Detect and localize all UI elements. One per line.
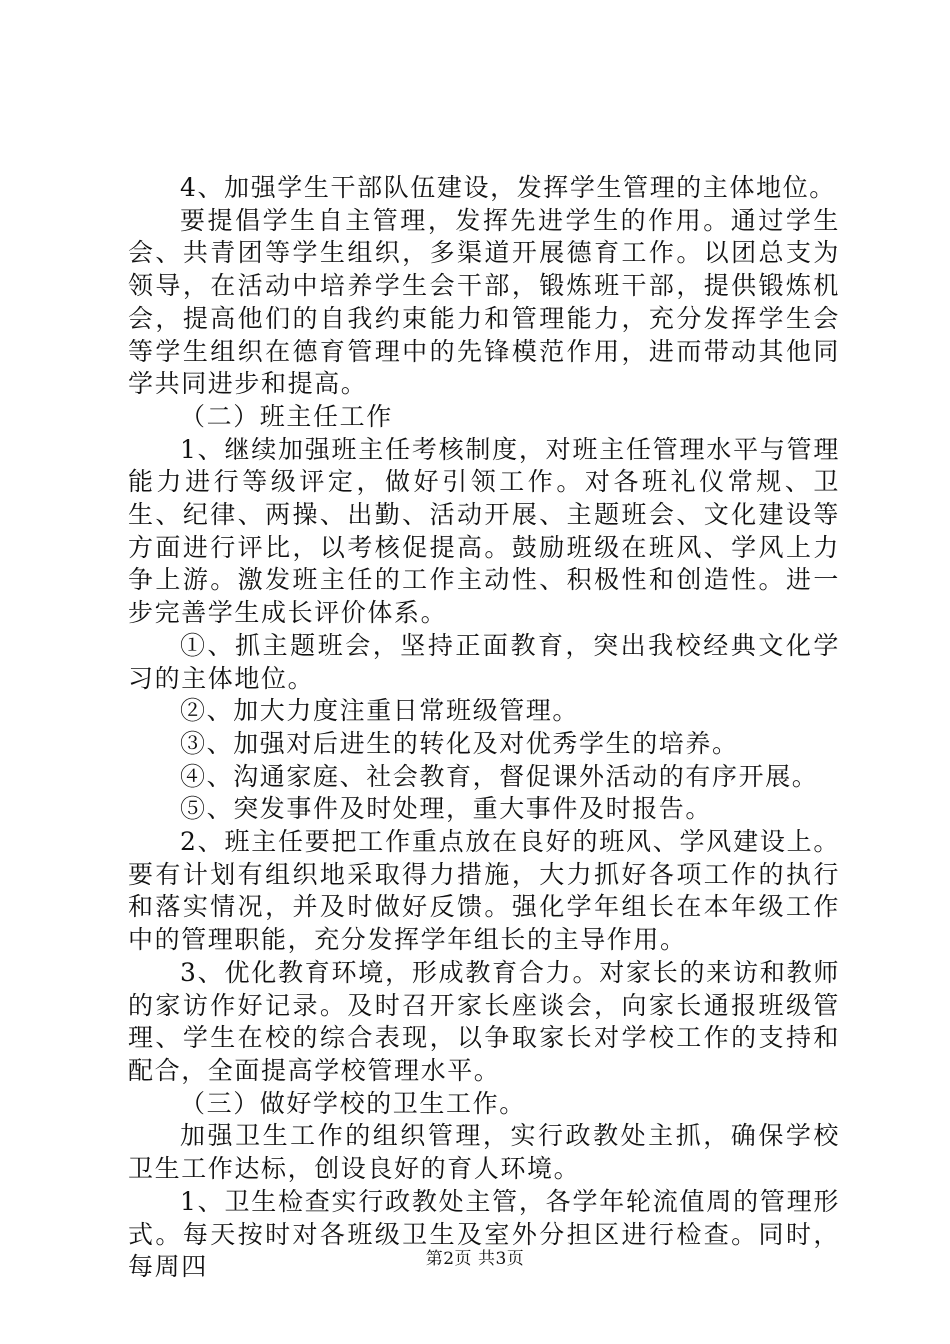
paragraph-class-style-building: 2、班主任要把工作重点放在良好的班风、学风建设上。要有计划有组织地采取得力措施，大力抓好各项工作的执行和落实情况，并及时做好反馈。强化学年组长在本年级工作中的管理职能，充分发挥学年组长的主导作用。 [128,827,840,955]
paragraph-section-4-heading: 4、加强学生干部队伍建设，发挥学生管理的主体地位。 [180,173,836,202]
paragraph-section-3-heading: （三）做好学校的卫生工作。 [180,1088,526,1118]
paragraph-item-4: ④、沟通家庭、社会教育，督促课外活动的有序开展。 [180,761,819,791]
document-body [128,172,840,1284]
paragraph-education-environment: 3、优化教育环境，形成教育合力。对家长的来访和教师的家访作好记录。及时召开家长座谈会，向家长通报班级管理、学生在校的综合表现，以争取家长对学校工作的支持和配合，全面提高学校管理水平。 [128,957,840,1085]
paragraph-item-1: ①、抓主题班会，坚持正面教育，突出我校经典文化学习的主体地位。 [128,630,840,693]
paragraph-item-3: ③、加强对后进生的转化及对优秀学生的培养。 [180,728,739,758]
paragraph-item-2: ②、加大力度注重日常班级管理。 [180,696,580,726]
page-number-footer: 第2页 共3页 [425,1249,525,1269]
paragraph-student-self-management: 要提倡学生自主管理，发挥先进学生的作用。通过学生会、共青团等学生组织，多渠道开展德育工作。以团总支为领导，在活动中培养学生会干部，锻炼班干部，提供锻炼机会，提高他们的自我约束能力和管理能力，充分发挥学生会等学生组织在德育管理中的先锋模范作用，进而带动其他同学共同进步和提高。 [128,205,840,399]
paragraph-section-2-heading: （二）班主任工作 [180,401,393,431]
paragraph-item-5: ⑤、突发事件及时处理，重大事件及时报告。 [180,794,713,824]
paragraph-hygiene-management: 加强卫生工作的组织管理，实行政教处主抓，确保学校卫生工作达标，创设良好的育人环境。 [128,1121,840,1184]
paragraph-head-teacher-assessment: 1、继续加强班主任考核制度，对班主任管理水平与管理能力进行等级评定，做好引领工作。对各班礼仪常规、卫生、纪律、两操、出勤、活动开展、主题班会、文化建设等方面进行评比，以考核促提高。鼓励班级在班风、学风上力争上游。激发班主任的工作主动性、积极性和创造性。进一步完善学生成长评价体系。 [128,434,840,628]
paragraph-hygiene-inspection: 1、卫生检查实行政教处主管，各学年轮流值周的管理形式。每天按时对各班级卫生及室外分担区进行检查。同时，每周四 [128,1186,840,1282]
